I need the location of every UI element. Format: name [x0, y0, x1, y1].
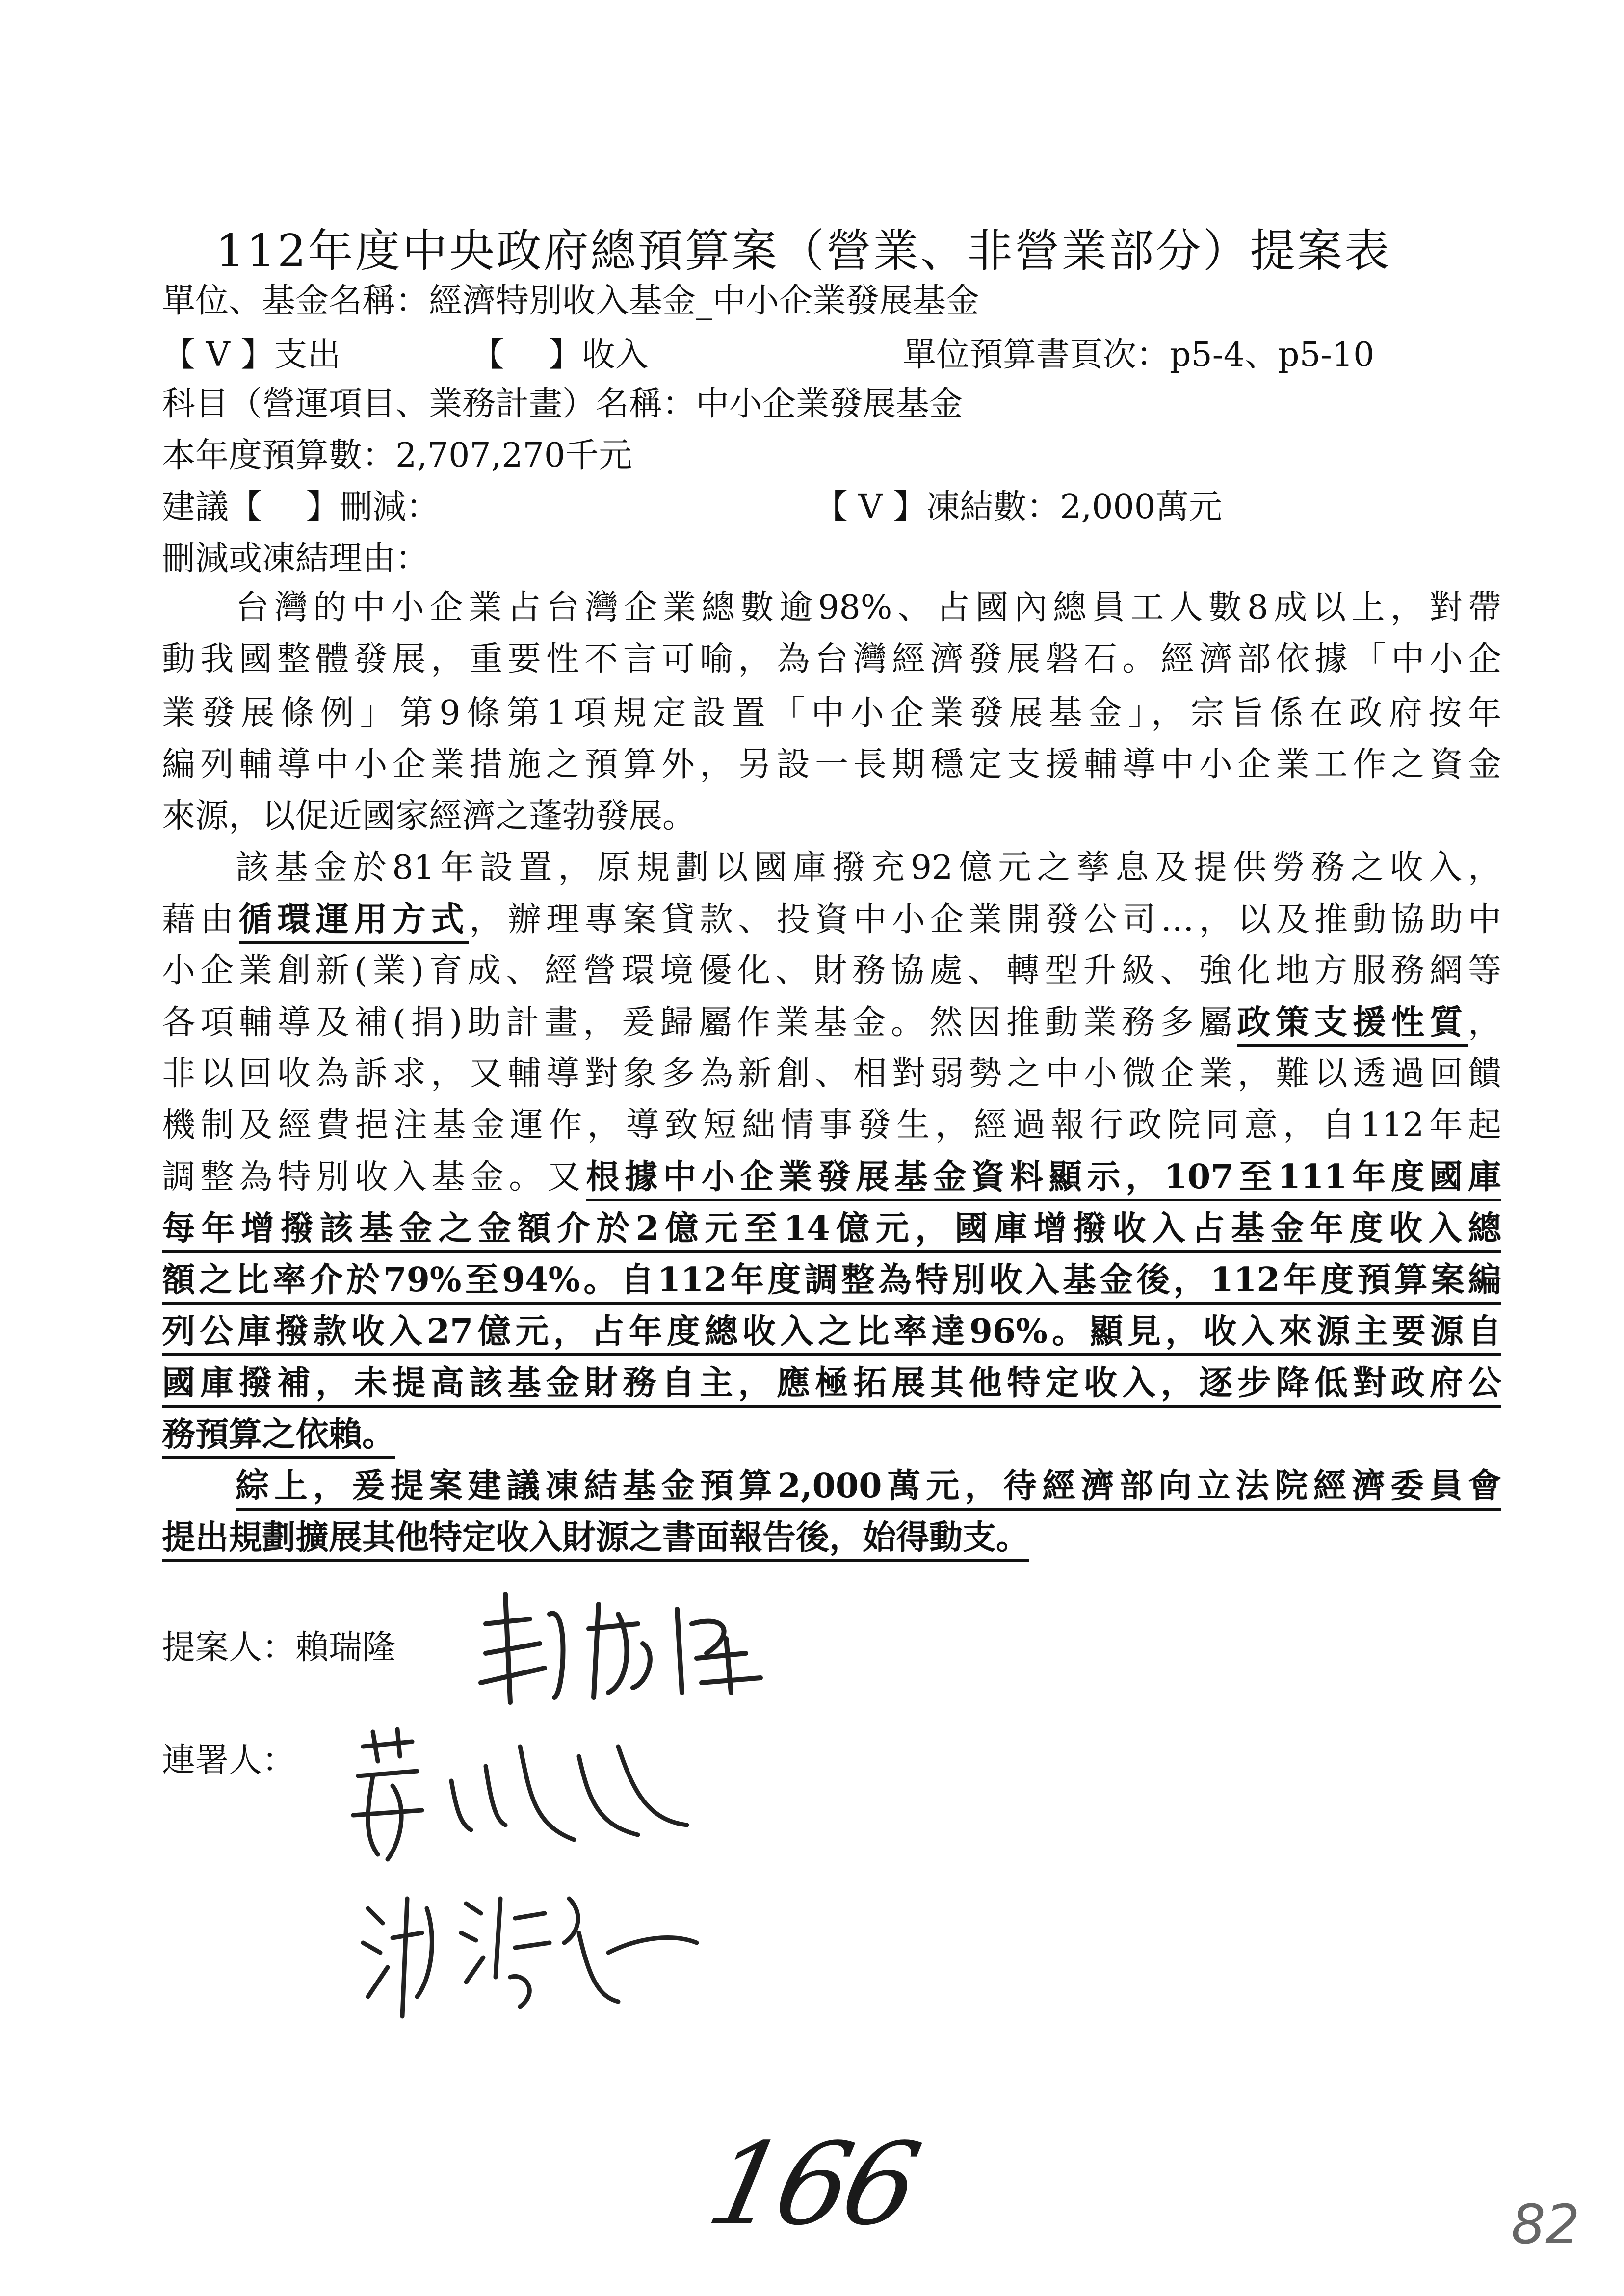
para2-line — [162, 1003, 1501, 1042]
para2-emphasis: 務預算之依賴。 — [162, 1415, 395, 1459]
para1-line: 台灣的中小企業占台灣企業總數逾98%、占國內總員工人數8成以上，對帶 — [236, 588, 1501, 627]
para1-line: 來源，以促近國家經濟之蓬勃發展。 — [162, 797, 696, 835]
corner-page-number: 82 — [1511, 2193, 1580, 2256]
para2-line — [162, 1363, 1501, 1403]
para2-emphasis: 列公庫撥款收入27億元，占年度總收入之比率達96%。顯見，收入來源主要源自 — [162, 1312, 1501, 1356]
suggest-cut: 建議【 】刪減： — [162, 488, 440, 526]
para2-line: 該基金於81年設置，原規劃以國庫撥充92億元之孳息及提供勞務之收入， — [236, 848, 1501, 887]
para2-emphasis: 循環運用方式 — [239, 900, 470, 944]
para1-line: 動我國整體發展，重要性不言可喻，為台灣經濟發展磐石。經濟部依據「中小企 — [162, 640, 1501, 678]
para2-line — [162, 900, 1501, 939]
para3-emphasis: 提出規劃擴展其他特定收入財源之書面報告後，始得動支。 — [162, 1518, 1029, 1562]
cosigner-label: 連署人： — [162, 1741, 296, 1780]
budget-page-ref: 單位預算書頁次：p5-4、p5-10 — [903, 336, 1375, 374]
para2-line: 小企業創新(業)育成、經營環境優化、財務協處、轉型升級、強化地方服務網等 — [162, 951, 1501, 990]
reason-label: 刪減或凍結理由： — [162, 539, 429, 578]
para2-emphasis: 額之比率介於79%至94%。自112年度調整為特別收入基金後，112年度預算案編 — [162, 1260, 1501, 1305]
para3-line — [236, 1466, 1501, 1506]
para2-line — [162, 1157, 1501, 1197]
income-checkbox: 【 】收入 — [471, 336, 649, 374]
para2-text: ， — [1467, 1003, 1501, 1042]
subject-name: 科目（營運項目、業務計畫）名稱：中小企業發展基金 — [162, 385, 963, 423]
para2-text: 藉由 — [162, 900, 239, 939]
para3-emphasis: 綜上，爰提案建議凍結基金預算2,000萬元，待經濟部向立法院經濟委員會 — [236, 1466, 1501, 1511]
unit-fund-name: 單位、基金名稱：經濟特別收入基金_中小企業發展基金 — [162, 282, 980, 320]
para2-emphasis: 政策支援性質 — [1237, 1003, 1468, 1047]
expense-checkbox: 【 V 】支出 — [162, 336, 341, 374]
para2-line — [162, 1312, 1501, 1351]
para2-text: ，辦理專案貸款、投資中小企業開發公司…，以及推動協助中 — [469, 900, 1501, 939]
para2-text: 各項輔導及補(捐)助計畫，爰歸屬作業基金。然因推動業務多屬 — [162, 1003, 1237, 1042]
proposer-signature — [471, 1585, 775, 1712]
cosigner-signature-2 — [353, 1879, 707, 2026]
para2-line: 機制及經費挹注基金運作，導致短絀情事發生，經過報行政院同意，自112年起 — [162, 1106, 1501, 1145]
para1-line: 業發展條例」第9條第1項規定設置「中小企業發展基金」，宗旨係在政府按年 — [162, 694, 1501, 732]
para2-line: 非以回收為訴求，又輔導對象多為新創、相對弱勢之中小微企業，難以透過回饋 — [162, 1054, 1501, 1093]
para2-line — [162, 1260, 1501, 1300]
para2-emphasis: 根據中小企業發展基金資料顯示，107至111年度國庫 — [586, 1157, 1501, 1201]
para2-emphasis: 國庫撥補，未提高該基金財務自主，應極拓展其他特定收入，逐步降低對政府公 — [162, 1363, 1501, 1408]
para2-line — [162, 1415, 396, 1454]
freeze-amount: 【 V 】凍結數：2,000萬元 — [814, 488, 1223, 526]
cosigner-signature-1 — [343, 1727, 697, 1869]
annual-budget: 本年度預算數：2,707,270千元 — [162, 436, 632, 475]
handwritten-page-number: 166 — [697, 2119, 926, 2250]
para2-text: 調整為特別收入基金。又 — [162, 1158, 586, 1197]
proposer: 提案人：賴瑞隆 — [162, 1628, 396, 1667]
document-title: 112年度中央政府總預算案（營業、非營業部分）提案表 — [216, 225, 1391, 277]
para1-line: 編列輔導中小企業措施之預算外，另設一長期穩定支援輔導中小企業工作之資金 — [162, 745, 1501, 784]
para2-line — [162, 1209, 1501, 1248]
para2-emphasis: 每年增撥該基金之金額介於2億元至14億元，國庫增撥收入占基金年度收入總 — [162, 1209, 1501, 1253]
para3-line — [162, 1518, 1030, 1557]
